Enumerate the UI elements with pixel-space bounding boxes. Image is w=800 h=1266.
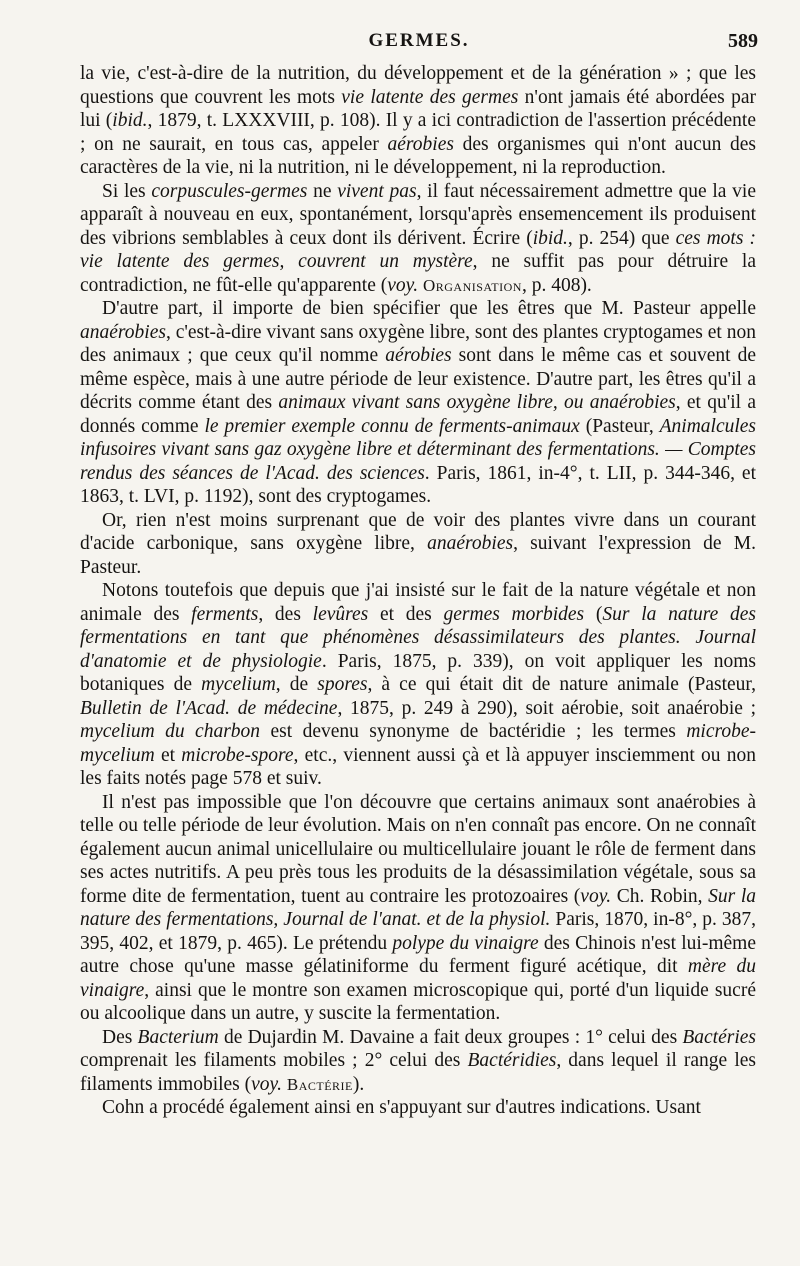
paragraph [80,180,756,298]
italic-text: spores [317,674,368,695]
text-run: comprenait les filaments mobiles ; 2° celui des [80,1050,468,1071]
italic-text: microbe-mycelium [80,721,756,766]
italic-text: Bacterium [137,1026,219,1048]
text-run: (Pasteur, [579,415,660,437]
text-run: ( [584,603,603,625]
text-run: , 1875, p. 249 à 290), soit aérobie, soit anaérobie ; [337,697,757,719]
paragraph [80,62,756,180]
italic-text: mycelium [201,674,276,695]
text-run: et des [368,603,444,625]
text-run: des Chinois n'est lui-même autre chose qu'une masse gélatiniforme du ferment figuré acétique, dit [80,932,756,977]
text-run: . Paris, 1861, in-4°, t. LII, p. 344-346, et 1863, t. LVI, p. 1192), sont des cryptogames. [80,462,757,507]
italic-text: Bactéries [682,1026,756,1048]
body-text [80,62,756,1120]
page-header [80,30,758,60]
text-run: sont dans le même cas et souvent de même espèce, mais à une autre période de leur existence. D'autre part, les êtres qu'il a décrits comme étant des [80,345,756,413]
running-title: GERMES. [368,30,470,51]
paragraph [80,509,756,580]
italic-text: vie latente des germes [341,86,519,108]
small-caps-text: Organisation [422,275,522,295]
text-run: , dans lequel il range les filaments immobiles ( [80,1050,756,1095]
text-run: Cohn a procédé également ainsi en s'appuyant sur d'autres indications. Usant [102,1097,701,1118]
italic-text: voy. [580,885,612,907]
text-run: ). [352,1073,365,1095]
text-run: des organismes qui n'ont aucun des caractères de la vie, ni la nutrition, ni le développement, ni la reproduction. [80,133,756,178]
text-run: la vie, c'est-à-dire de la nutrition, du développement et de la génération » ; que les questions que couvrent les mots [80,63,756,108]
text-run: . Paris, 1875, p. 339), on voit appliquer les noms botaniques de [80,650,756,695]
text-run: Or, rien n'est moins surprenant que de voir des plantes vivre dans un courant d'acide carbonique, sans oxygène libre, [80,509,756,554]
text-run: Il n'est pas impossible que l'on découvre que certains animaux sont anaérobies à telle ou telle période de leur évolution. Mais on n'en connaît pas encore. On ne connaît également aucun animal unicellulaire ou multicellulaire jouant le rôle de ferment dans ses actes nutritifs. A peu près tous les produits de la désassimilation végétale, sous sa forme dite de fermentation, tuent au contraire les protozoaires ( [80,791,756,907]
text-run: ne [307,180,338,202]
paragraph [80,791,756,1026]
italic-text: aérobies [387,133,454,155]
italic-text: mycelium du charbon [80,721,261,742]
italic-text: aérobies [385,345,452,366]
italic-text: germes morbides [443,603,585,625]
italic-text: polype du vinaigre [392,932,539,954]
italic-text: voy. [387,274,419,296]
text-run: Si les [102,180,152,202]
text-run: , à ce qui était dit de nature animale (Pasteur, [367,674,757,695]
italic-text: ibid. [532,227,568,249]
text-run: Ch. Robin, [611,885,709,907]
italic-text: corpuscules-germes [151,180,308,202]
paragraph [80,297,756,509]
italic-text: mère du vinaigre [80,956,757,1001]
text-run: de Dujardin M. Davaine a fait deux groupes : 1° celui des [218,1026,683,1048]
italic-text: ferments [191,603,259,625]
italic-text: Bulletin de l'Acad. de médecine [80,697,338,719]
italic-text: levûres [312,603,369,625]
text-run: n'ont jamais été abordées par lui ( [80,86,756,131]
text-run: , etc., viennent aussi çà et là appuyer insciemment ou non les faits notés page 578 et suiv. [80,744,757,789]
italic-text: ces mots : vie latente des germes, couvrent un mystère [80,227,756,272]
text-run: est devenu synonyme de bactéridie ; les termes [260,721,687,742]
text-run: , 1879, t. LXXXVIII, p. 108). Il y a ici contradiction de l'assertion précédente ; on ne saurait, en tous cas, appeler [80,110,756,155]
paragraph [80,1026,756,1097]
text-run: Paris, 1870, in-8°, p. 387, 395, 402, et 1879, p. 465). Le prétendu [80,909,756,954]
italic-text: microbe-spore [181,744,294,766]
text-run: , de [275,674,318,695]
italic-text: voy. [251,1073,282,1095]
italic-text: anaérobies [80,321,166,343]
text-run: et [154,744,182,766]
italic-text: Sur la nature des fermentations, Journal de l'anat. et de la physiol. [80,885,756,930]
paragraph [80,1096,756,1120]
italic-text: le premier exemple connu de ferments-animaux [204,415,580,437]
text-run: Notons toutefois que depuis que j'ai insisté sur le fait de la nature végétale et non animale des [80,580,756,625]
text-run: Des [102,1026,138,1048]
text-run: , ne suffit pas pour détruire la contradiction, ne fût-elle qu'apparente ( [80,251,756,296]
italic-text: Bactéridies [467,1050,557,1071]
text-run: , des [258,603,313,625]
small-caps-text: Bactérie [286,1074,353,1094]
page-number: 589 [728,30,758,52]
text-run: , c'est-à-dire vivant sans oxygène libre, sont des plantes cryptogames et non des animaux ; que ceux qu'il nomme [80,321,756,366]
text-run: , p. 408). [521,274,592,296]
italic-text: vivent pas [337,180,417,202]
italic-text: Sur la nature des fermentations en tant que phénomènes désassimilateurs des plantes. Journal d'anatomie et de physiologie [80,603,756,672]
text-run: , p. 254) que [567,227,676,249]
text-run: , ainsi que le montre son examen microscopique qui, porté d'un liquide sucré ou alcoolique dans un autre, y suscite la fermentation. [80,979,756,1024]
italic-text: anaérobies [427,533,514,554]
text-run: , suivant l'expression de M. Pasteur. [80,533,756,578]
text-run: , il faut nécessairement admettre que la vie apparaît à nouveau en eux, spontanément, lorsqu'après ensemencement ils produisent des vibrions semblables à ceux dont ils dérivent. Écrire ( [80,180,756,249]
text-run: D'autre part, il importe de bien spécifier que les êtres que M. Pasteur appelle [102,298,756,319]
paragraph [80,579,756,791]
italic-text: ibid. [112,110,148,131]
italic-text: animaux vivant sans oxygène libre, ou anaérobies [278,392,676,413]
text-run: , et qu'il a donnés comme [80,392,757,437]
italic-text: Animalcules infusoires vivant sans gaz oxygène libre et déterminant des fermentations. — Comptes rendus des séances de l'Acad. des sciences [80,415,757,484]
